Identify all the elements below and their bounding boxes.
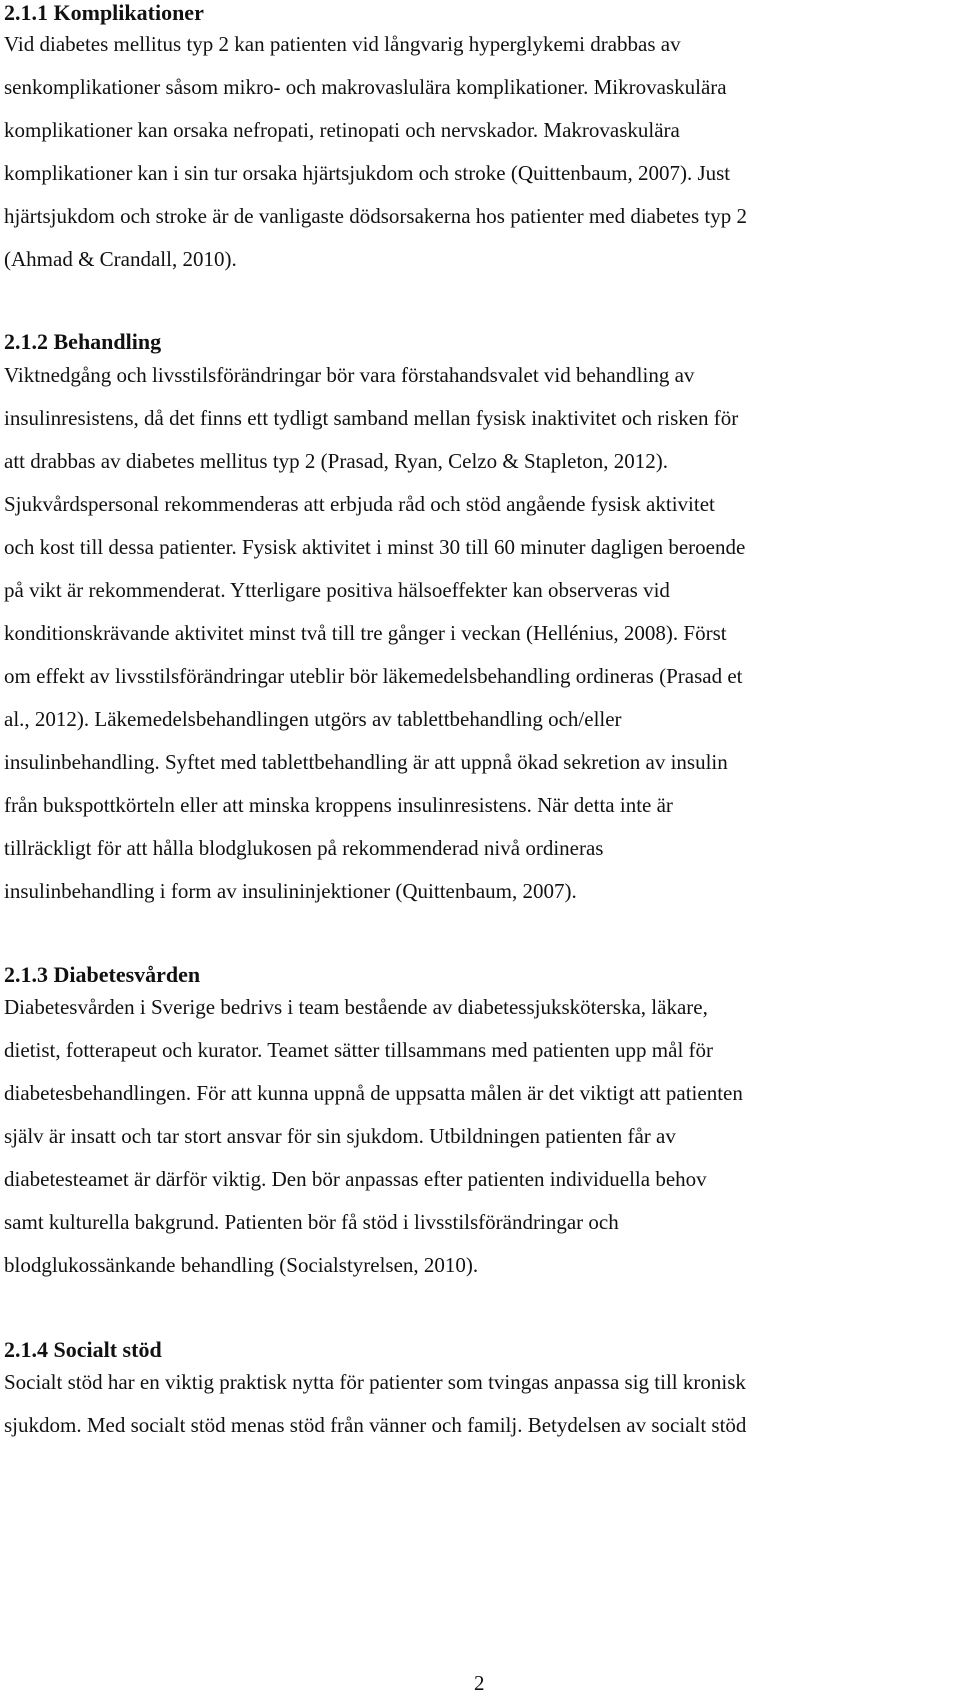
- paragraph-line: dietist, fotterapeut och kurator. Teamet sätter tillsammans med patienten upp mål för: [4, 1038, 714, 1062]
- paragraph-line: Sjukvårdspersonal rekommenderas att erbjuda råd och stöd angående fysisk aktivitet: [4, 492, 715, 516]
- paragraph-line: själv är insatt och tar stort ansvar för sin sjukdom. Utbildningen patienten får av: [4, 1124, 676, 1148]
- paragraph-line: diabetesteamet är därför viktig. Den bör anpassas efter patienten individuella behov: [4, 1167, 707, 1191]
- paragraph-line: insulinbehandling. Syftet med tablettbehandling är att uppnå ökad sekretion av insulin: [4, 750, 728, 774]
- paragraph-line: Vid diabetes mellitus typ 2 kan patienten vid långvarig hyperglykemi drabbas av: [4, 32, 681, 56]
- paragraph-line: diabetesbehandlingen. För att kunna uppnå de uppsatta målen är det viktigt att patienten: [4, 1081, 743, 1105]
- paragraph-line: tillräckligt för att hålla blodglukosen på rekommenderad nivå ordineras: [4, 836, 604, 860]
- section-heading-komplikationer: 2.1.1 Komplikationer: [4, 0, 204, 25]
- paragraph-line: att drabbas av diabetes mellitus typ 2 (Prasad, Ryan, Celzo & Stapleton, 2012).: [4, 449, 669, 473]
- paragraph-line: på vikt är rekommenderat. Ytterligare positiva hälsoeffekter kan observeras vid: [4, 578, 670, 602]
- section-heading-diabetesvarden: 2.1.3 Diabetesvården: [4, 962, 201, 987]
- paragraph-line: al., 2012). Läkemedelsbehandlingen utgörs av tablettbehandling och/eller: [4, 707, 622, 731]
- paragraph-line: om effekt av livsstilsförändringar uteblir bör läkemedelsbehandling ordineras (Prasad et: [4, 664, 743, 688]
- paragraph-line: och kost till dessa patienter. Fysisk aktivitet i minst 30 till 60 minuter dagligen beroende: [4, 535, 746, 559]
- paragraph-line: Viktnedgång och livsstilsförändringar bör vara förstahandsvalet vid behandling av: [4, 363, 695, 387]
- paragraph-line: komplikationer kan orsaka nefropati, retinopati och nervskador. Makrovaskulära: [4, 118, 680, 142]
- paragraph-line: samt kulturella bakgrund. Patienten bör få stöd i livsstilsförändringar och: [4, 1210, 619, 1234]
- section-heading-socialt-stod: 2.1.4 Socialt stöd: [4, 1337, 162, 1362]
- paragraph-line: komplikationer kan i sin tur orsaka hjärtsjukdom och stroke (Quittenbaum, 2007). Just: [4, 161, 731, 185]
- paragraph-line: blodglukossänkande behandling (Socialstyrelsen, 2010).: [4, 1253, 479, 1277]
- paragraph-line: konditionskrävande aktivitet minst två till tre gånger i veckan (Hellénius, 2008). Först: [4, 621, 727, 645]
- paragraph-line: senkomplikationer såsom mikro- och makrovaslulära komplikationer. Mikrovaskulära: [4, 75, 727, 99]
- paragraph-line: sjukdom. Med socialt stöd menas stöd från vänner och familj. Betydelsen av socialt stöd: [4, 1413, 747, 1437]
- paragraph-line: (Ahmad & Crandall, 2010).: [4, 247, 237, 271]
- page-number: 2: [474, 1671, 485, 1695]
- paragraph-line: Socialt stöd har en viktig praktisk nytta för patienter som tvingas anpassa sig till kronisk: [4, 1370, 746, 1394]
- paragraph-line: insulinresistens, då det finns ett tydligt samband mellan fysisk inaktivitet och risken för: [4, 406, 739, 430]
- paragraph-line: insulinbehandling i form av insulininjektioner (Quittenbaum, 2007).: [4, 879, 577, 903]
- section-heading-behandling: 2.1.2 Behandling: [4, 329, 162, 354]
- paragraph-line: Diabetesvården i Sverige bedrivs i team bestående av diabetessjuksköterska, läkare,: [4, 995, 708, 1019]
- paragraph-line: från bukspottkörteln eller att minska kroppens insulinresistens. När detta inte är: [4, 793, 673, 817]
- paragraph-line: hjärtsjukdom och stroke är de vanligaste dödsorsakerna hos patienter med diabetes typ 2: [4, 204, 747, 228]
